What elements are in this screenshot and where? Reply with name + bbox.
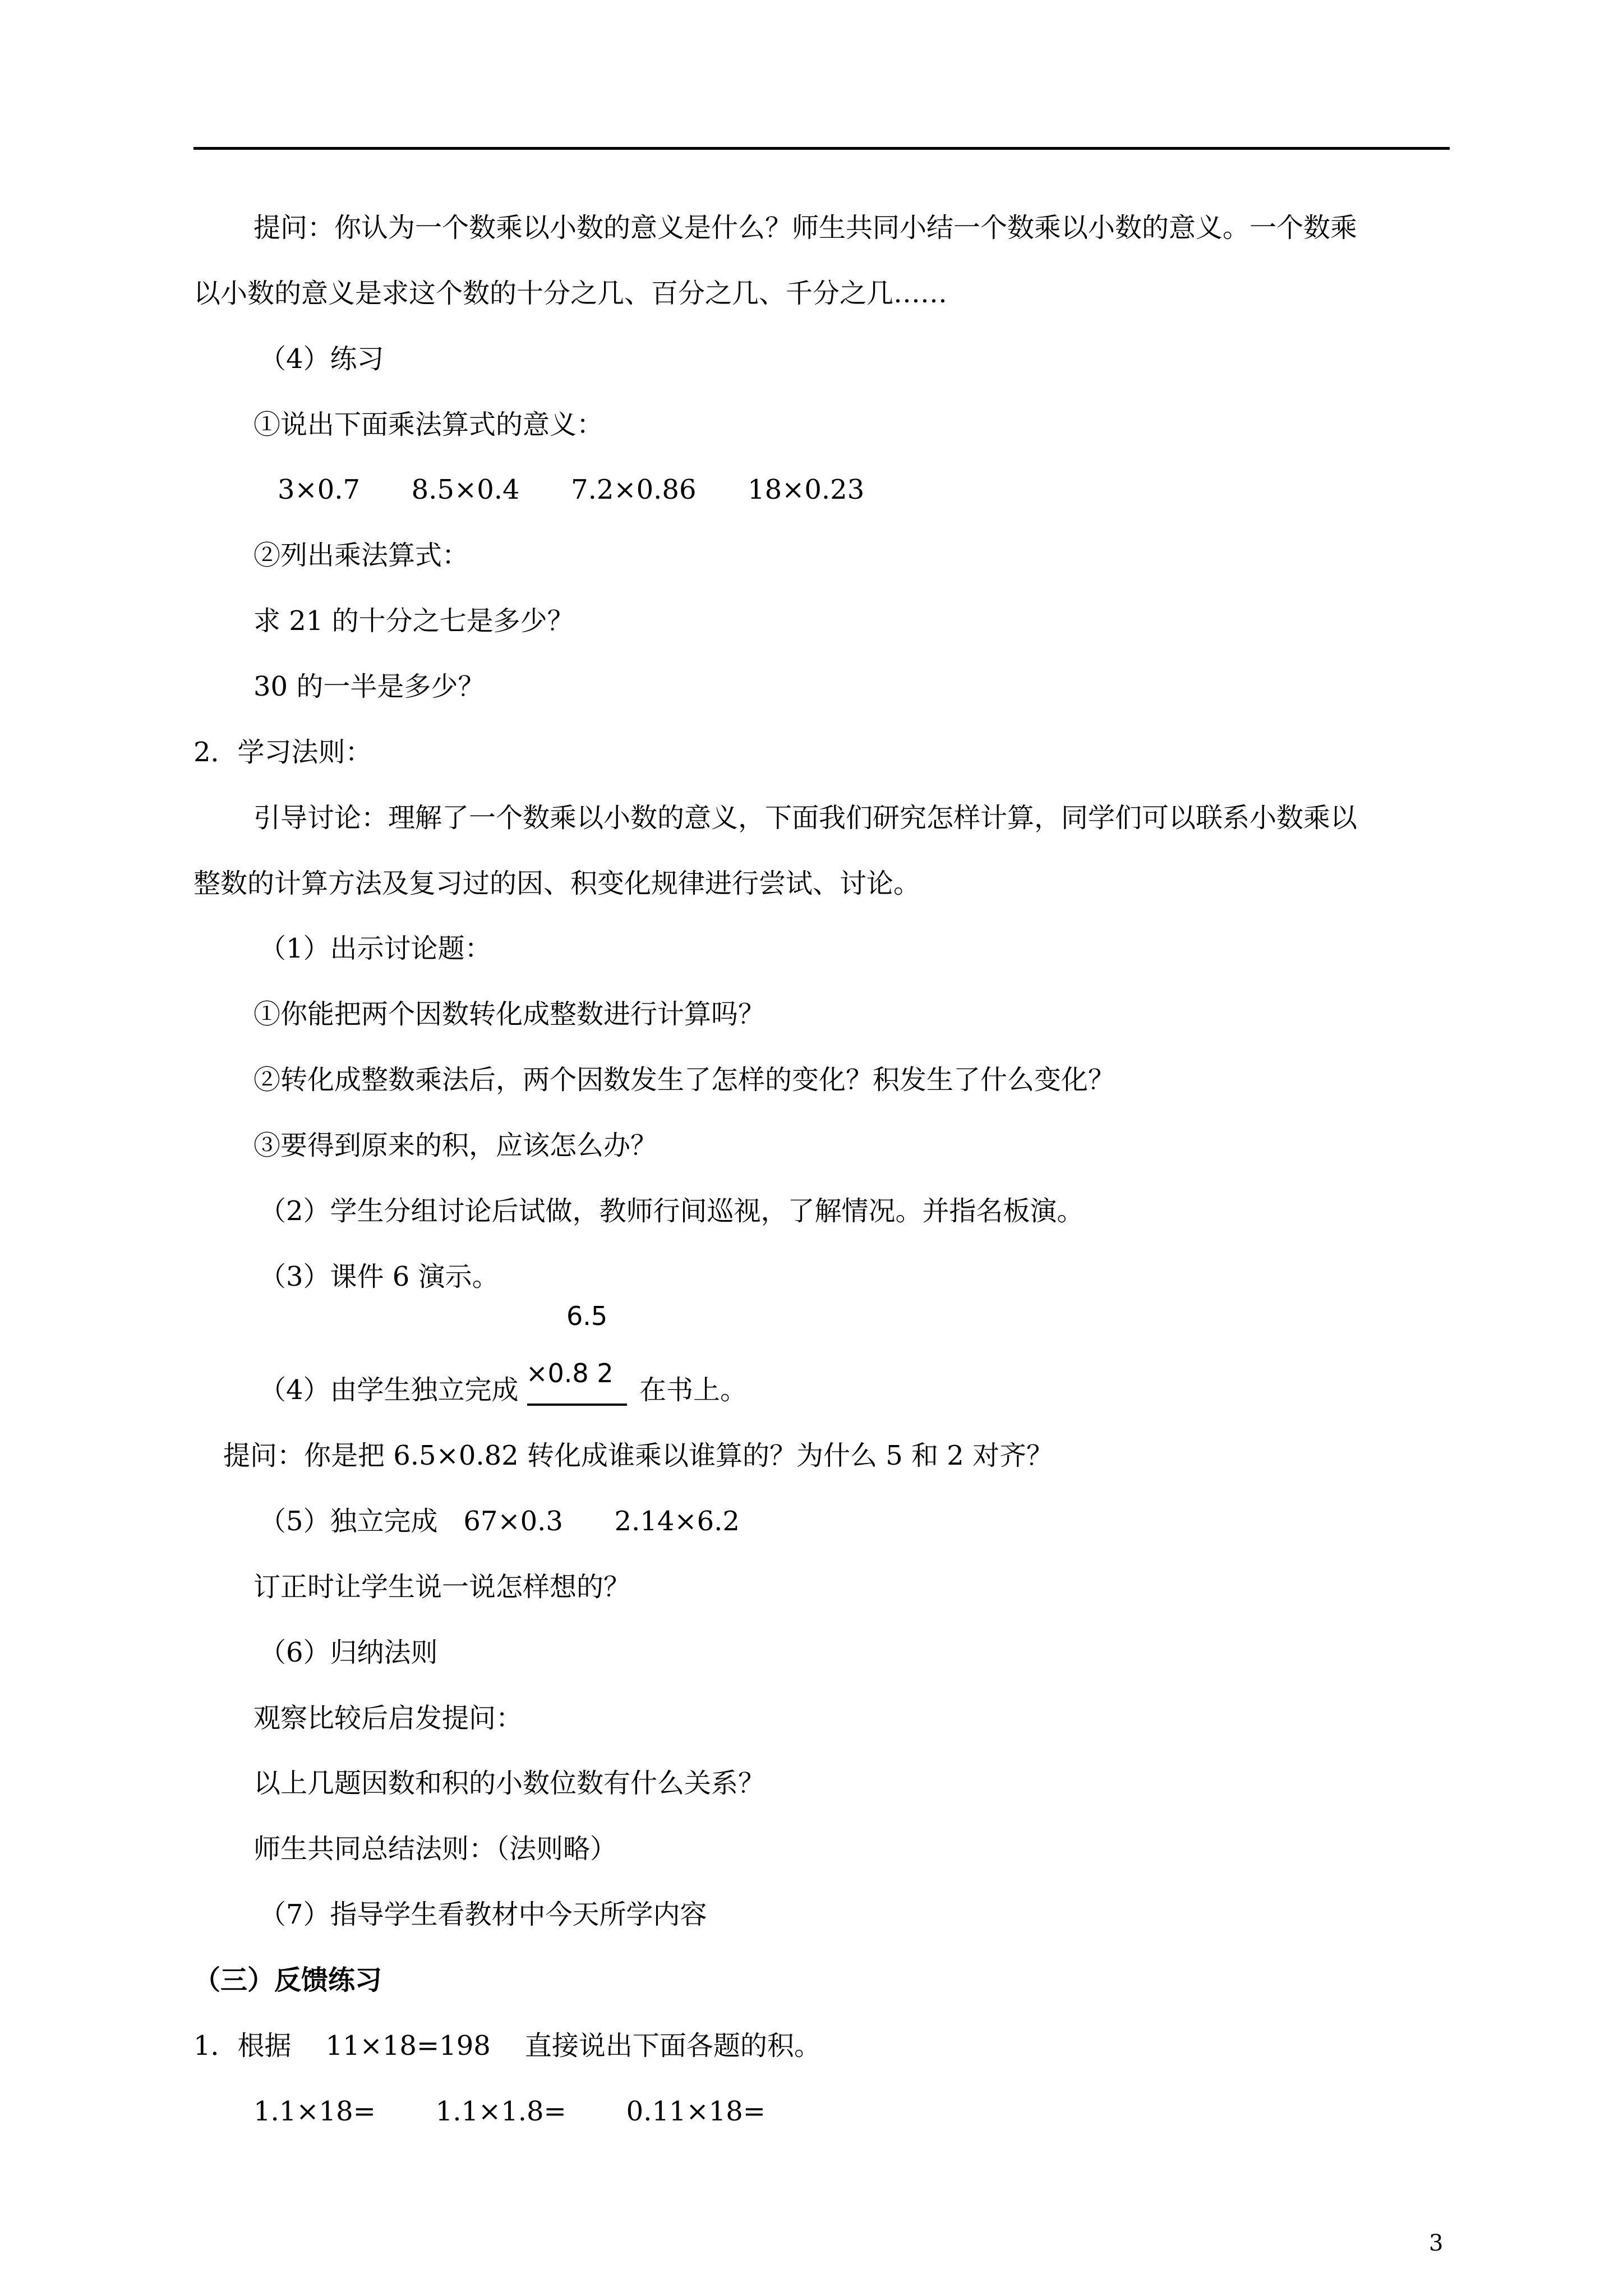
- paragraph-line: 整数的计算方法及复习过的因、积变化规律进行尝试、讨论。: [193, 868, 921, 899]
- paragraph-line: （4）由学生独立完成: [259, 1374, 519, 1406]
- subheading: （1）出示讨论题：: [259, 933, 492, 964]
- paragraph-line: ②列出乘法算式：: [253, 540, 469, 571]
- paragraph-line: （7）指导学生看教材中今天所学内容: [259, 1899, 707, 1930]
- paragraph-line: 30 的一半是多少？: [253, 671, 485, 702]
- paragraph-line: 求 21 的十分之七是多少？: [253, 605, 574, 637]
- paragraph-line: 提问：你是把 6.5×0.82 转化成谁乘以谁算的？为什么 5 和 2 对齐？: [223, 1440, 1054, 1471]
- paragraph-line: 引导讨论：理解了一个数乘以小数的意义，下面我们研究怎样计算，同学们可以联系小数乘以: [253, 802, 1358, 834]
- paragraph-line: 订正时让学生说一说怎样想的？: [253, 1571, 631, 1603]
- paragraph-line: ①说出下面乘法算式的意义：: [253, 409, 604, 440]
- vertical-calc-bottom: ×0.8 2: [526, 1358, 614, 1388]
- paragraph-line: （2）学生分组讨论后试做，教师行间巡视，了解情况。并指名板演。: [259, 1195, 1084, 1227]
- vertical-calc-top: 6.5: [566, 1301, 608, 1331]
- paragraph-line: 以小数的意义是求这个数的十分之几、百分之几、千分之几……: [193, 278, 948, 309]
- section-heading: 2．学习法则：: [193, 737, 372, 768]
- expression-line: 3×0.7 8.5×0.4 7.2×0.86 18×0.23: [278, 474, 865, 505]
- section-heading: （三）反馈练习: [193, 1964, 382, 1996]
- subheading: （4）练习: [259, 343, 384, 375]
- vertical-calc-rule: [527, 1404, 627, 1406]
- header-rule: [193, 147, 1450, 150]
- paragraph-line: 以上几题因数和积的小数位数有什么关系？: [253, 1768, 766, 1799]
- paragraph-line: 提问：你认为一个数乘以小数的意义是什么？师生共同小结一个数乘以小数的意义。一个数乘: [253, 212, 1358, 243]
- paragraph-line: 观察比较后启发提问：: [253, 1703, 523, 1734]
- paragraph-line: ③要得到原来的积，应该怎么办？: [253, 1130, 658, 1161]
- page-number: 3: [1429, 2230, 1444, 2256]
- paragraph-line: （5）独立完成 67×0.3 2.14×6.2: [259, 1506, 740, 1537]
- paragraph-line: ②转化成整数乘法后，两个因数发生了怎样的变化？积发生了什么变化？: [253, 1064, 1115, 1096]
- expression-line: 1.1×18= 1.1×1.8= 0.11×18=: [253, 2096, 766, 2127]
- paragraph-line: 师生共同总结法则：（法则略）: [253, 1833, 617, 1865]
- subheading: （6）归纳法则: [259, 1637, 438, 1668]
- paragraph-line: （3）课件 6 演示。: [259, 1261, 499, 1292]
- paragraph-line-suffix: 在书上。: [639, 1374, 748, 1406]
- paragraph-line: 1．根据 11×18=198 直接说出下面各题的积。: [193, 2030, 821, 2062]
- paragraph-line: ①你能把两个因数转化成整数进行计算吗？: [253, 999, 766, 1030]
